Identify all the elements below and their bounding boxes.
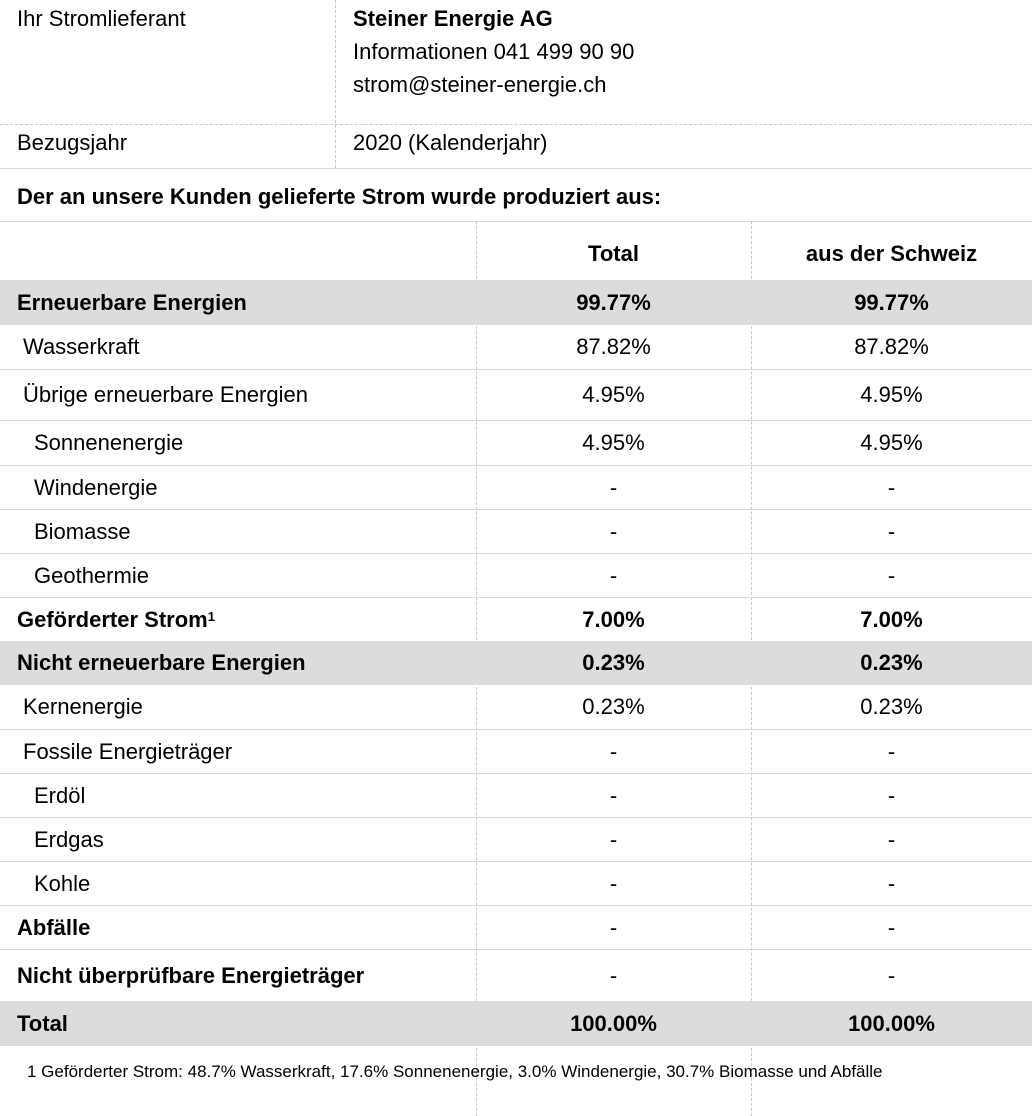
row-label: Geförderter Strom (17, 606, 208, 632)
row-label-wrap (0, 598, 476, 641)
row-total: - (609, 782, 618, 808)
supplier-label: Ihr Stromlieferant (17, 6, 186, 31)
table-row-solar (0, 421, 1032, 465)
row-swiss: 7.00% (860, 606, 923, 632)
row-swiss: - (887, 962, 896, 988)
row-label: Biomasse (34, 518, 131, 544)
footnote: 1 Geförderter Strom: 48.7% Wasserkraft, 17.6% Sonnenenergie, 3.0% Windenergie, 30.7% Biomasse und Abfälle (27, 1062, 883, 1081)
table-header-row (0, 222, 1032, 280)
row-label: Kernenergie (23, 694, 143, 719)
row-total: 99.77% (576, 289, 651, 315)
table-row-subsidized (0, 598, 1032, 641)
table-row-fossil (0, 730, 1032, 773)
row-swiss: - (887, 782, 896, 808)
row-swiss: 0.23% (860, 650, 923, 675)
row-swiss: - (887, 474, 896, 500)
table-row-nuclear (0, 685, 1032, 729)
table-row-unverifiable (0, 950, 1032, 1001)
row-label: Erdgas (34, 826, 104, 852)
row-label: Windenergie (34, 474, 158, 500)
year-value: 2020 (Kalenderjahr) (353, 130, 548, 155)
row-swiss: - (887, 738, 896, 764)
table-row-wind (0, 466, 1032, 509)
column-header-total: Total (588, 241, 639, 266)
row-total: - (609, 826, 618, 852)
table-row-renewable (0, 280, 1032, 325)
column-header-swiss: aus der Schweiz (805, 241, 978, 266)
row-swiss: - (887, 914, 896, 940)
supplier-row (0, 0, 1032, 124)
table-row-gas (0, 818, 1032, 861)
footnote-marker: 1 (207, 609, 215, 624)
row-swiss: 100.00% (848, 1010, 935, 1036)
row-label: Erneuerbare Energien (17, 289, 247, 315)
supplier-phone: Informationen 041 499 90 90 (353, 39, 635, 64)
supplier-email: strom@steiner-energie.ch (353, 72, 607, 97)
row-swiss: 4.95% (860, 382, 923, 407)
year-divider (0, 168, 1032, 169)
table-row-other-renewable (0, 370, 1032, 420)
row-swiss: - (887, 518, 896, 544)
row-label: Übrige erneuerbare Energien (23, 382, 308, 407)
row-label: Nicht überprüfbare Energieträger (17, 962, 365, 988)
row-total: - (609, 738, 618, 764)
table-row-total (0, 1001, 1032, 1046)
row-swiss: 99.77% (854, 289, 929, 315)
row-total: - (609, 474, 618, 500)
row-label: Sonnenenergie (34, 430, 184, 455)
row-swiss: 87.82% (854, 334, 929, 359)
table-row-hydro (0, 325, 1032, 369)
row-swiss: 0.23% (860, 694, 923, 719)
table-row-biomass (0, 510, 1032, 553)
row-swiss: - (887, 826, 896, 852)
row-label: Erdöl (34, 782, 86, 808)
table-row-coal (0, 862, 1032, 905)
year-label: Bezugsjahr (17, 130, 128, 155)
row-total: 7.00% (582, 606, 645, 632)
row-total: 0.23% (582, 650, 645, 675)
row-label: Geothermie (34, 562, 149, 588)
row-label: Nicht erneuerbare Energien (17, 650, 306, 675)
table-row-geothermal (0, 554, 1032, 597)
row-label: Wasserkraft (23, 334, 140, 359)
row-total: 4.95% (582, 430, 645, 455)
supplier-name: Steiner Energie AG (353, 6, 553, 31)
row-label: Total (17, 1010, 68, 1036)
table-row-waste (0, 906, 1032, 949)
row-swiss: - (887, 562, 896, 588)
table-row-nonrenewable (0, 641, 1032, 685)
row-total: - (609, 914, 618, 940)
intro-heading: Der an unsere Kunden gelieferte Strom wurde produziert aus: (17, 184, 662, 209)
row-label: Abfälle (17, 914, 91, 940)
row-total: 87.82% (576, 334, 651, 359)
row-total: - (609, 870, 618, 896)
row-total: 0.23% (582, 694, 645, 719)
row-total: 4.95% (582, 382, 645, 407)
year-row (0, 124, 1032, 168)
row-swiss: - (887, 870, 896, 896)
row-total: - (609, 518, 618, 544)
row-total: - (609, 562, 618, 588)
row-total: 100.00% (570, 1010, 657, 1036)
row-swiss: 4.95% (860, 430, 923, 455)
row-label: Kohle (34, 870, 91, 896)
row-total: - (609, 962, 618, 988)
row-label: Fossile Energieträger (23, 738, 233, 764)
table-row-oil (0, 774, 1032, 817)
